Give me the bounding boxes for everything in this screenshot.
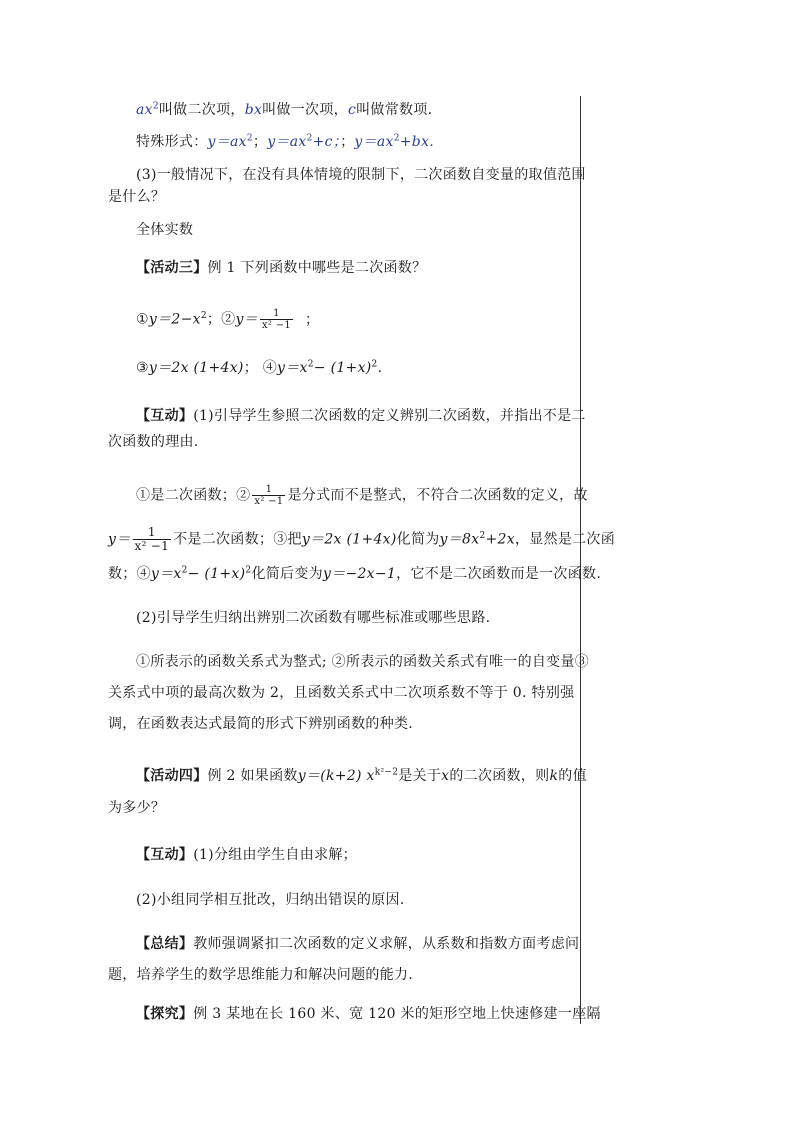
exponent: 2 [479,530,486,541]
text-span: 叫做常数项. [356,102,433,118]
text-span: 叫做二次项， [158,102,245,118]
math-term: y＝ [108,531,131,548]
exponent: 2 [200,310,207,321]
fraction-numerator: 1 [147,525,156,539]
text-span: 例 1 下列函数中哪些是二次函数？ [207,260,427,276]
math-term: y＝ax [207,134,247,150]
fraction-denominator: x² −1 [254,496,284,507]
text-line [136,845,606,865]
math-term: x [441,768,450,784]
text-line: (2)引导学生归纳出辨别二次函数有哪些标准或哪些思路. [136,610,491,626]
text-span: 不是二次函数；③把 [173,531,302,548]
text-span: 叫做一次项， [262,102,348,118]
exponent: 2 [307,359,314,370]
section-heading: 【总结】 [136,936,194,952]
section-heading: 【活动三】 [136,260,208,276]
text-line: 调，在函数表达式最简的形式下辨别函数的种类. [108,716,414,732]
fraction-numerator: 1 [265,484,273,495]
fraction [260,308,293,331]
text-span: ； [305,311,320,328]
fraction-denominator: x² −1 [134,539,170,553]
section-heading: 【活动四】 [136,768,208,784]
text-span: 的二次函数，则 [449,768,550,784]
text-span: ，它不是二次函数而是一次函数. [396,566,602,582]
math-term: bx [244,102,263,118]
text-span: . [377,360,383,376]
text-line [136,308,606,331]
exponent: 2 [371,359,378,370]
text-span: (1)引导学生参照二次函数的定义辨别二次函数，并指出不是二 [193,408,586,424]
fraction [133,526,172,553]
text-line: 关系式中项的最高次数为 2，且函数关系式中二次项系数不等于 0. 特别强 [108,685,575,701]
text-span: 教师强调紧扣二次函数的定义求解，从系数和指数方面考虑问 [193,936,580,952]
text-line [136,766,606,786]
exponent: 2 [181,565,188,576]
text-span: 例 2 如果函数 [207,768,298,784]
math-term: y＝ax [354,134,394,150]
exponent: 2 [246,133,253,144]
text-line [136,258,606,278]
math-term: y＝2−x [148,311,201,328]
math-term: y＝8x [439,531,480,548]
text-line [136,1004,606,1024]
math-term: − (1+x) [187,566,246,582]
text-span: 数；④ [108,566,151,582]
text-span: 化简为 [396,531,440,548]
math-term: y＝ax [267,134,307,150]
text-span: (1)分组由学生自由求解； [193,847,357,863]
text-span: ； ④ [243,360,278,376]
text-span: ①是二次函数；② [136,487,251,504]
text-line: (3)一般情况下，在没有具体情境的限制下，二次函数自变量的取值范围 [136,167,586,183]
math-term: y＝−2x−1 [322,566,397,582]
section-heading: 【探究】 [136,1006,194,1022]
math-term: +c； [312,134,341,150]
math-term: +bx. [399,134,435,150]
text-line: ①所表示的函数关系式为整式; ②所表示的函数关系式有唯一的自变量③ [136,654,590,670]
text-span: ；② [206,311,236,328]
text-line [136,358,606,378]
text-span: 是分式而不是整式，不符合二次函数的定义，故 [287,487,588,504]
text-line [136,484,606,507]
math-term: c [347,102,357,118]
text-line [108,525,616,553]
math-term: k [549,768,559,784]
text-span: ； [340,134,355,150]
section-heading: 【互动】 [136,408,194,424]
fraction-denominator: x² −1 [261,320,292,331]
text-line [136,406,606,426]
text-span: ； [252,134,268,150]
text-line [136,100,606,120]
math-term: y＝x [150,566,182,582]
math-term: y＝x [277,360,308,376]
text-line: 题，培养学生的数学思维能力和解决问题的能力. [108,967,414,983]
text-line [136,132,606,152]
text-span: ① [136,311,149,328]
math-term: − (1+x) [313,360,372,376]
text-line: (2)小组同学相互批改，归纳出错误的原因. [136,892,405,908]
text-line [108,564,602,584]
fraction [252,484,285,507]
text-line: 为多少？ [108,800,166,816]
exponent: 2 [393,133,400,144]
text-span: ，显然是二次函 [514,531,616,548]
text-line: 是什么？ [108,189,166,205]
exponent: 2 [306,133,313,144]
text-line: 次函数的理由. [108,434,199,450]
text-span: 例 3 某地在长 160 米、宽 120 米的矩形空地上快速修建一座隔 [193,1006,601,1022]
text-line: 全体实数 [136,222,194,238]
exponent: k²−2 [374,767,399,778]
text-span: 的值 [558,768,587,784]
text-span: 化简后变为 [251,566,323,582]
math-term: y＝ [235,311,258,328]
text-span: 特殊形式： [136,134,208,150]
text-line [136,934,606,954]
fraction-numerator: 1 [273,308,280,319]
math-term: ax [136,102,153,118]
text-span: 是关于 [398,768,442,784]
math-term: y＝2x (1+4x) [148,360,244,376]
math-term: y＝(k+2) x [297,768,375,784]
section-heading: 【互动】 [136,847,194,863]
math-term: y＝2x (1+4x) [301,531,397,548]
exponent: 2 [245,565,252,576]
exponent: 2 [152,101,159,112]
math-term: +2x [485,531,515,548]
text-span: ③ [136,360,149,376]
